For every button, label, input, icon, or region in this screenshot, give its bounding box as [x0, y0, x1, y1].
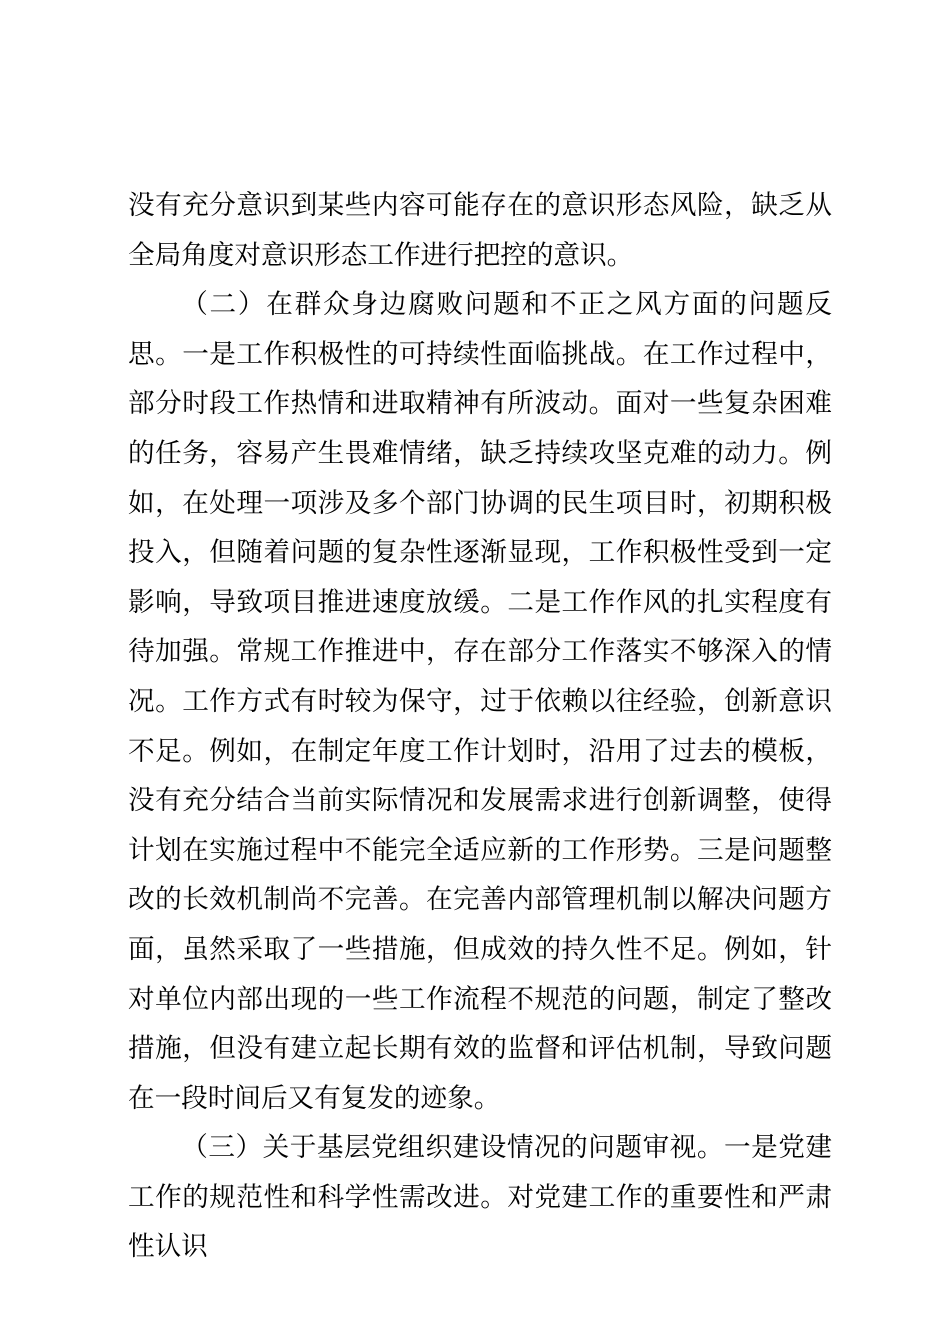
document-body	[128, 181, 832, 1272]
paragraph-section-two: （二）在群众身边腐败问题和不正之风方面的问题反思。一是工作积极性的可持续性面临挑战。在工作过程中，部分时段工作热情和进取精神有所波动。面对一些复杂困难的任务，容易产生畏难情绪，缺乏持续攻坚克难的动力。例如，在处理一项涉及多个部门协调的民生项目时，初期积极投入，但随着问题的复杂性逐渐显现，工作积极性受到一定影响，导致项目推进速度放缓。二是工作作风的扎实程度有待加强。常规工作推进中，存在部分工作落实不够深入的情况。工作方式有时较为保守，过于依赖以往经验，创新意识不足。例如，在制定年度工作计划时，沿用了过去的模板，没有充分结合当前实际情况和发展需求进行创新调整，使得计划在实施过程中不能完全适应新的工作形势。三是问题整改的长效机制尚不完善。在完善内部管理机制以解决问题方面，虽然采取了一些措施，但成效的持久性不足。例如，针对单位内部出现的一些工作流程不规范的问题，制定了整改措施，但没有建立起长期有效的监督和评估机制，导致问题在一段时间后又有复发的迹象。	[128, 289, 832, 1114]
paragraph-section-three: （三）关于基层党组织建设情况的问题审视。一是党建工作的规范性和科学性需改进。对党建工作的重要性和严肃性认识	[128, 1132, 832, 1263]
paragraph-continuation: 没有充分意识到某些内容可能存在的意识形态风险，缺乏从全局角度对意识形态工作进行把控的意识。	[128, 190, 832, 271]
